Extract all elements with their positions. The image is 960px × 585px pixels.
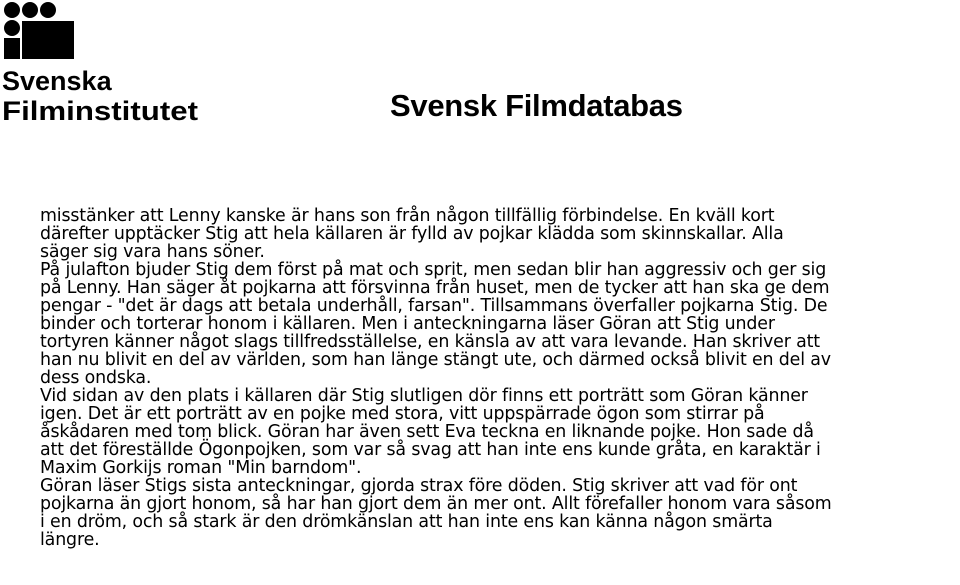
- text-line: att det föreställde Ögonpojken, som var så svag att han inte ens kunde gråta, en karaktär i: [40, 440, 821, 460]
- text-line: Göran läser Stigs sista anteckningar, gjorda strax före döden. Stig skriver att vad för ont: [40, 476, 798, 496]
- logo-block: [4, 38, 20, 59]
- text-line: igen. Det är ett porträtt av en pojke med stora, vitt uppspärrade ögon som stirrar på: [40, 404, 765, 424]
- text-line: längre.: [40, 530, 100, 550]
- svenska-filminstitutet-logo[interactable]: [0, 0, 205, 130]
- text-line: Maxim Gorkijs roman "Min barndom".: [40, 458, 362, 478]
- paragraph: [40, 477, 956, 549]
- text-line: därefter upptäcker Stig att hela källaren är fylld av pojkar klädda som skinnskallar. Alla: [40, 224, 784, 244]
- text-line: Vid sidan av den plats i källaren där Stig slutligen dör finns ett porträtt som Göran känner: [40, 386, 808, 406]
- text-line: misstänker att Lenny kanske är hans son från någon tillfällig förbindelse. En kväll kort: [40, 206, 775, 226]
- text-line: åskådaren med tom blick. Göran har även sett Eva teckna en liknande pojke. Hon sade då: [40, 422, 814, 442]
- text-line: på Lenny. Han säger åt pojkarna att försvinna från huset, men de tycker att han ska ge dem: [40, 278, 830, 298]
- text-line: tortyren känner något slags tillfredsställelse, en känsla av att vara levande. Han skriver att: [40, 332, 820, 352]
- paragraph: [40, 261, 956, 387]
- text-line: i en dröm, och så stark är den drömkänslan att han inte ens kan känna någon smärta: [40, 512, 773, 532]
- logo-block: [22, 21, 74, 59]
- text-line: säger sig vara hans söner.: [40, 242, 265, 262]
- paragraph: [40, 387, 956, 477]
- text-line: pengar - "det är dags att betala underhåll, farsan". Tillsammans överfaller pojkarna Stig. De: [40, 296, 828, 316]
- logo-wordmark-line2: Filminstitutet: [2, 96, 198, 126]
- logo-dot: [22, 2, 38, 18]
- article-body: [40, 207, 956, 549]
- text-line: binder och torterar honom i källaren. Men i anteckningarna läser Göran att Stig under: [40, 314, 775, 334]
- paragraph: [40, 207, 956, 261]
- logo-dot: [40, 2, 56, 18]
- logo-dot: [4, 20, 20, 36]
- logo-mark: [0, 0, 205, 130]
- site-title: Svensk Filmdatabas: [390, 88, 683, 123]
- text-line: På julafton bjuder Stig dem först på mat och sprit, men sedan blir han aggressiv och ger sig: [40, 260, 827, 280]
- logo-wordmark-line1: Svenska: [2, 66, 112, 96]
- text-line: han nu blivit en del av världen, som han länge stängt ute, och därmed också blivit en del av: [40, 350, 831, 370]
- text-line: pojkarna än gjort honom, så har han gjort dem än mer ont. Allt förefaller honom vara såsom: [40, 494, 832, 514]
- logo-dot: [4, 2, 20, 18]
- text-line: dess ondska.: [40, 368, 152, 388]
